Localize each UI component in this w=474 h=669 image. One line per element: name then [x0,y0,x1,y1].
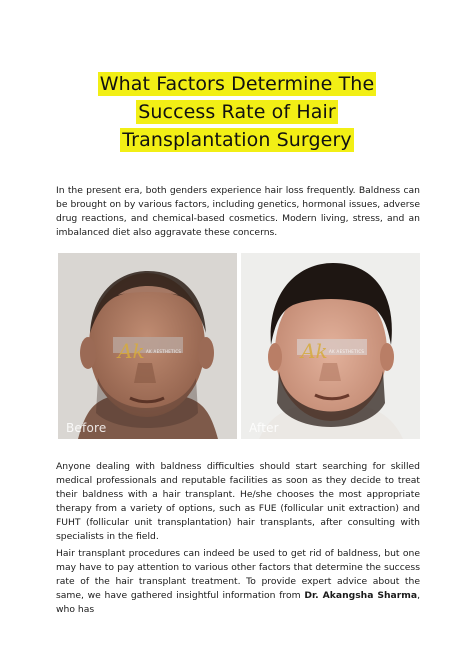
watermark-logo-before: Ak [118,339,145,363]
paragraph-3 [56,547,420,617]
doctor-name: Dr. Akangsha Sharma [304,590,418,601]
paragraph-2: Anyone dealing with baldness difficulties should start searching for skilled medical professionals and reputable facilities as soon as they decide to treat their baldness with a hair transplant. He/she chooses the most appropriate therapy from a variety of options, such as FUE (follicular unit extraction) and FUHT (follicular unit transplantation) hair transplants, after consulting with specialists in the field. [56,461,420,542]
paragraph-3-text-before: Hair transplant procedures can indeed be used to get rid of baldness, but one may have to pay attention to various other factors that determine the success rate of the hair transplant treatment. To provide expert advice about the same, we have gathered insightful information from [56,548,420,601]
page-title [0,72,474,156]
watermark-text-before: AK AESTHETICS [146,349,182,354]
after-photo [241,253,420,439]
watermark-logo-after: Ak [301,339,328,363]
title-line-2: Success Rate of Hair [138,101,336,123]
before-label: Before [66,421,107,435]
after-label: After [249,421,279,435]
watermark-text-after: AK AESTHETICS [329,349,365,354]
before-photo [58,253,237,439]
paragraph-3-text-after: , who has [56,590,420,615]
before-after-photos [58,253,420,439]
title-line-3: Transplantation Surgery [122,129,352,151]
intro-paragraph: In the present era, both genders experience hair loss frequently. Baldness can be brought on by various factors, including genetics, hormonal issues, adverse drug reactions, and chemical-based cosmetics. Modern living, stress, and an imbalanced diet also aggravate these concerns. [56,185,420,238]
title-line-1: What Factors Determine The [99,73,375,95]
